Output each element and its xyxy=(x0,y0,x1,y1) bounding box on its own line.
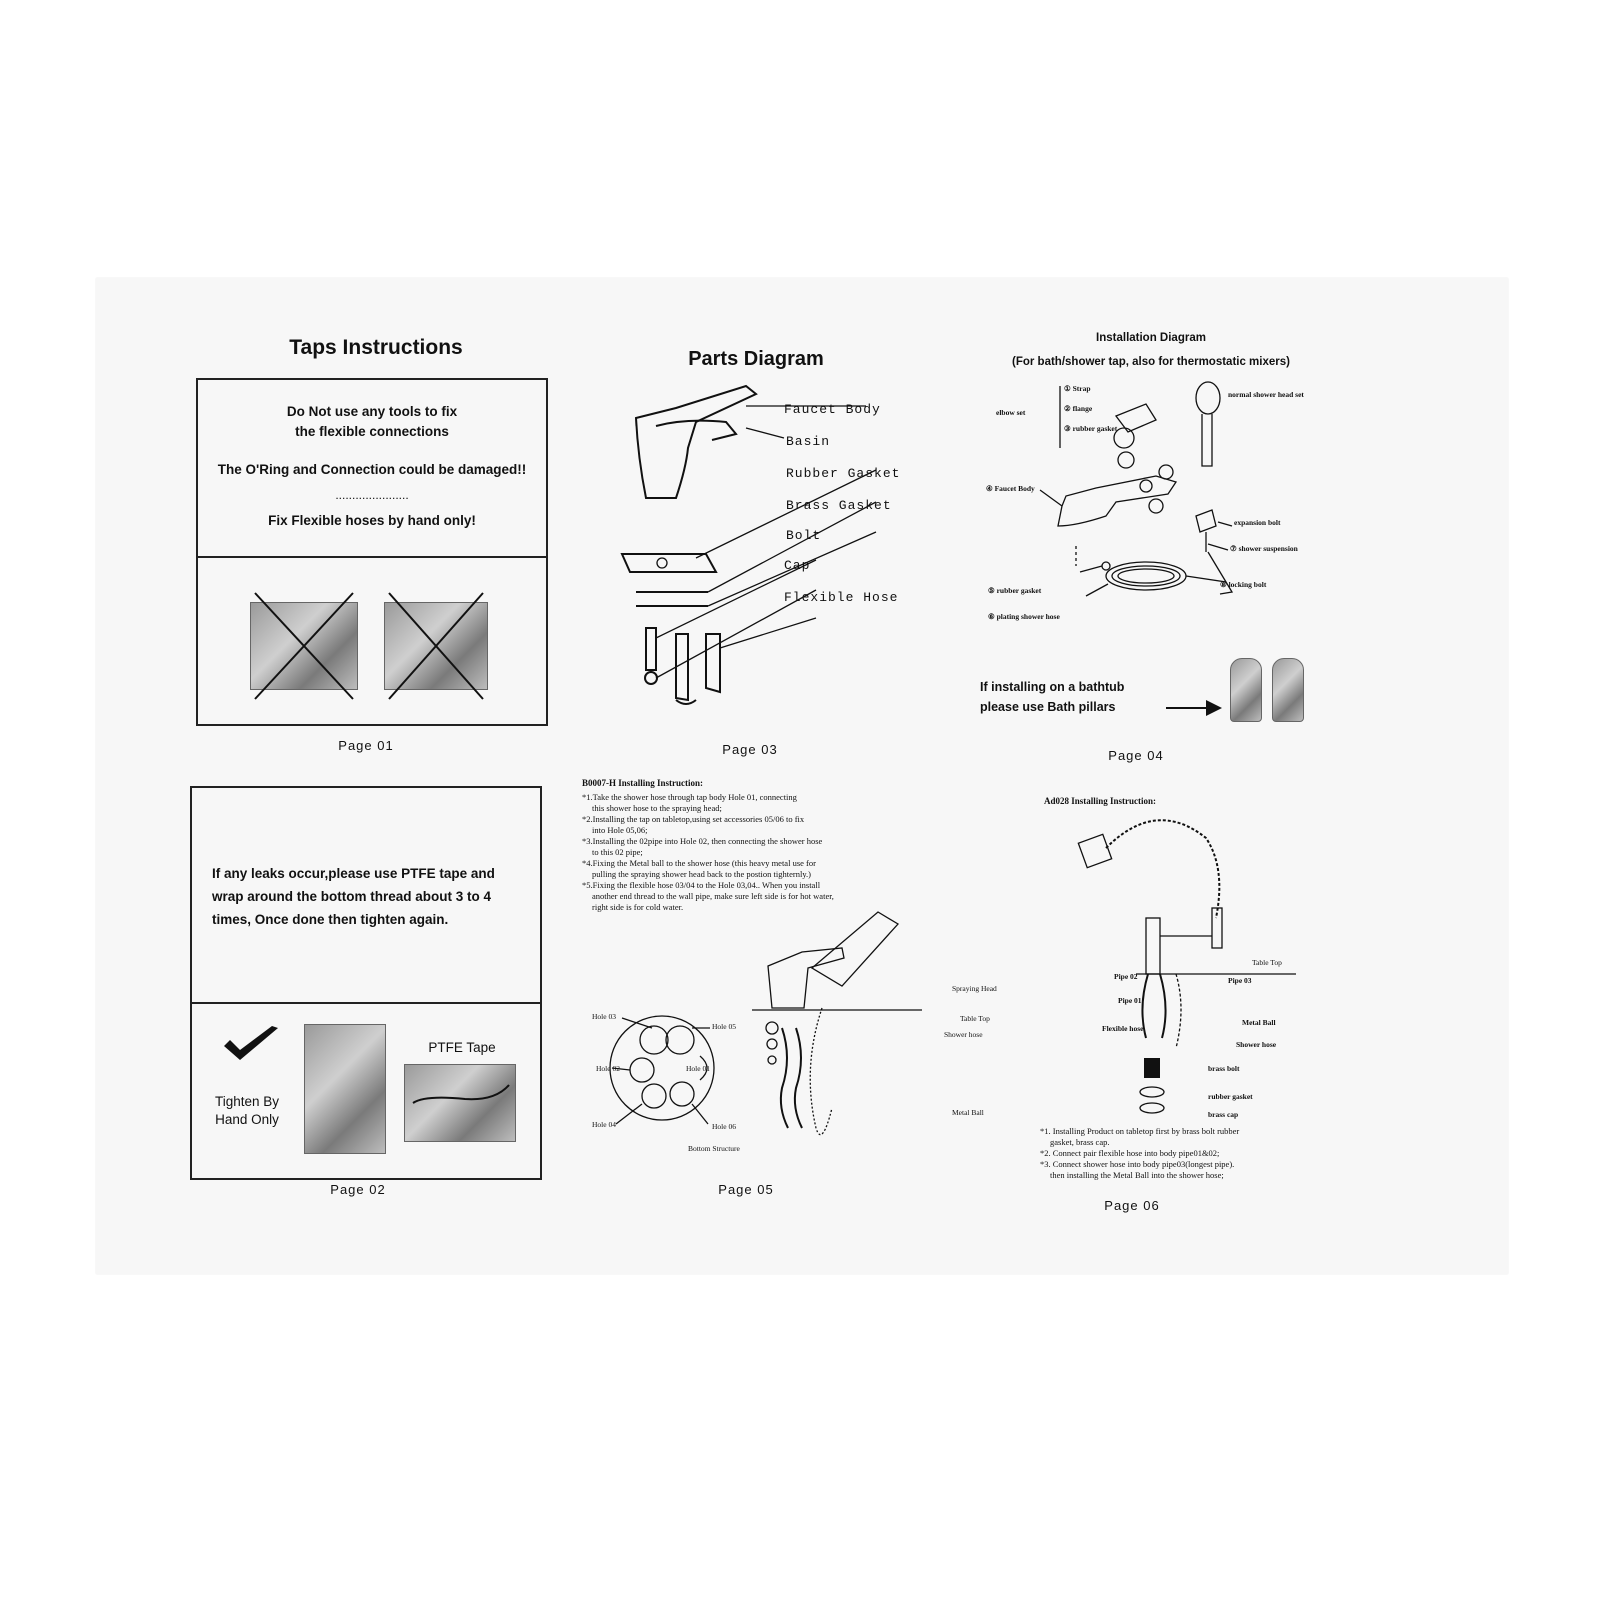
leak-line-2: wrap around the bottom thread about 3 to 4 xyxy=(212,889,492,904)
label-expansion-bolt: expansion bolt xyxy=(1234,518,1281,527)
dotted-divider: ...................... xyxy=(335,488,409,502)
label-pipe-03: Pipe 03 xyxy=(1228,976,1252,985)
label-hole-03: Hole 03 xyxy=(592,1012,616,1021)
label-shower-head: normal shower head set xyxy=(1228,390,1304,399)
label-flexible-hose-6: Flexible hose xyxy=(1102,1024,1144,1033)
spring-faucet-drawing xyxy=(1076,808,1256,1108)
label-hole-01: Hole 01 xyxy=(686,1064,710,1073)
label-rubber-gasket-6: rubber gasket xyxy=(1208,1092,1253,1101)
tape-icon xyxy=(405,1065,515,1141)
tighten-label-2: Hand Only xyxy=(215,1112,279,1127)
page-04-label: Page 04 xyxy=(1108,748,1164,763)
leak-line-3: times, Once done then tighten again. xyxy=(212,912,449,927)
instruction-sheet xyxy=(96,278,1508,1274)
bath-pillar-left xyxy=(1230,658,1262,722)
label-bottom-structure: Bottom Structure xyxy=(688,1144,740,1153)
step-line: *2. Connect pair flexible hose into body pipe01&02; xyxy=(1040,1148,1220,1158)
hand-tighten-photo xyxy=(304,1024,386,1154)
leak-line-1: If any leaks occur,please use PTFE tape and xyxy=(212,866,495,881)
label-hole-06: Hole 06 xyxy=(712,1122,736,1131)
flexible-line: the flexible connections xyxy=(295,424,449,439)
shower-install-drawing xyxy=(996,376,1326,636)
label-hole-02: Hole 02 xyxy=(596,1064,620,1073)
label-metal-ball: Metal Ball xyxy=(952,1108,984,1117)
part-rubber-gasket: Rubber Gasket xyxy=(786,466,901,481)
page-06-label: Page 06 xyxy=(1104,1198,1160,1213)
label-shower-suspension: ⑦ shower suspension xyxy=(1230,544,1298,553)
ptfe-label: PTFE Tape xyxy=(428,1040,496,1055)
label-elbow-set: elbow set xyxy=(996,408,1026,417)
b0007-steps xyxy=(582,792,872,913)
page02-box xyxy=(190,786,542,1180)
label-rubber-gasket-bottom: ⑤ rubber gasket xyxy=(988,586,1042,595)
cross-icon xyxy=(251,603,357,689)
taps-instructions-title: Taps Instructions xyxy=(289,336,463,359)
label-hole-05: Hole 05 xyxy=(712,1022,736,1031)
step-line: *3. Connect shower hose into body pipe03(longest pipe). xyxy=(1040,1159,1235,1169)
step-line: into Hole 05,06; xyxy=(592,825,648,835)
b0007-drawing xyxy=(582,928,922,1178)
fix-by-hand-line: Fix Flexible hoses by hand only! xyxy=(268,513,476,528)
ptfe-tape-photo xyxy=(404,1064,516,1142)
tighten-label-1: Tighten By xyxy=(214,1094,280,1109)
label-table-top-6: Table Top xyxy=(1252,958,1282,967)
label-shower-hose-6: Shower hose xyxy=(1236,1040,1277,1049)
label-spraying-head: Spraying Head xyxy=(952,984,997,993)
label-plating-hose: ⑥ plating shower hose xyxy=(988,612,1060,621)
label-locking-bolt: ⑧ locking bolt xyxy=(1220,580,1267,589)
step-line: *5.Fixing the flexible hose 03/04 to the Hole 03,04.. When you install xyxy=(582,880,821,890)
faucet-parts-drawing xyxy=(616,378,886,708)
part-flexible-hose: Flexible Hose xyxy=(784,590,899,605)
page01-box xyxy=(196,378,548,726)
step-line: to this 02 pipe; xyxy=(592,847,643,857)
wrong-tool-photo-1 xyxy=(250,602,358,690)
no-tools-line: Do Not use any tools to fix xyxy=(286,404,458,419)
part-cap: Cap xyxy=(784,558,811,573)
page-01-label: Page 01 xyxy=(338,738,394,753)
label-hole-04: Hole 04 xyxy=(592,1120,616,1129)
bathtub-line-1: If installing on a bathtub xyxy=(980,680,1125,694)
label-rubber-gasket-top: ③ rubber gasket xyxy=(1064,424,1118,433)
installation-diagram-subtitle: (For bath/shower tap, also for thermostatic mixers) xyxy=(1012,356,1290,368)
step-line: this shower hose to the spraying head; xyxy=(592,803,722,813)
page-05-label: Page 05 xyxy=(718,1182,774,1197)
bath-pillar-right xyxy=(1272,658,1304,722)
wrong-tool-photo-2 xyxy=(384,602,488,690)
b0007-heading: B0007-H Installing Instruction: xyxy=(582,778,704,788)
step-line: right side is for cold water. xyxy=(592,902,684,912)
step-line: pulling the spraying shower head back to the postion tighternly.) xyxy=(592,869,811,879)
label-pipe-01: Pipe 01 xyxy=(1118,996,1142,1005)
label-table-top: Table Top xyxy=(960,1014,990,1023)
parts-diagram-title: Parts Diagram xyxy=(688,348,824,370)
label-metal-ball-6: Metal Ball xyxy=(1242,1018,1276,1027)
ad028-heading: Ad028 Installing Instruction: xyxy=(1044,796,1157,806)
page-02-label: Page 02 xyxy=(330,1182,386,1197)
part-basin: Basin xyxy=(786,434,831,449)
part-bolt: Bolt xyxy=(786,528,822,543)
step-line: another end thread to the wall pipe, make sure left side is for hot water, xyxy=(592,891,834,901)
label-brass-cap: brass cap xyxy=(1208,1110,1239,1119)
oring-warning: The O'Ring and Connection could be damaged!! xyxy=(217,462,527,477)
step-line: *3.Installing the 02pipe into Hole 02, then connecting the shower hose xyxy=(582,836,823,846)
step-line: *2.Installing the tap on tabletop,using set accessories 05/06 to fix xyxy=(582,814,805,824)
step-line: *1.Take the shower hose through tap body Hole 01, connecting xyxy=(582,792,797,802)
bathtub-line-2: please use Bath pillars xyxy=(980,700,1116,714)
part-faucet-body: Faucet Body xyxy=(784,402,881,417)
ad028-steps xyxy=(1040,1126,1300,1181)
cross-icon xyxy=(385,603,487,689)
label-strap: ① Strap xyxy=(1064,384,1091,393)
step-line: gasket, brass cap. xyxy=(1050,1137,1110,1147)
label-brass-bolt: brass bolt xyxy=(1208,1064,1240,1073)
label-flange: ② flange xyxy=(1064,404,1093,413)
step-line: then installing the Metal Ball into the shower hose; xyxy=(1050,1170,1224,1180)
step-line: *4.Fixing the Metal ball to the shower hose (this heavy metal use for xyxy=(582,858,816,868)
page-03-label: Page 03 xyxy=(722,742,778,757)
step-line: *1. Installing Product on tabletop first by brass bolt rubber xyxy=(1040,1126,1240,1136)
label-pipe-02: Pipe 02 xyxy=(1114,972,1138,981)
label-faucet-body: ④ Faucet Body xyxy=(986,484,1035,493)
checkmark-icon xyxy=(220,1024,280,1064)
installation-diagram-title: Installation Diagram xyxy=(1096,332,1206,344)
arrow-right-icon xyxy=(1166,698,1226,718)
part-brass-gasket: Brass Gasket xyxy=(786,498,892,513)
label-shower-hose: Shower hose xyxy=(944,1030,983,1039)
